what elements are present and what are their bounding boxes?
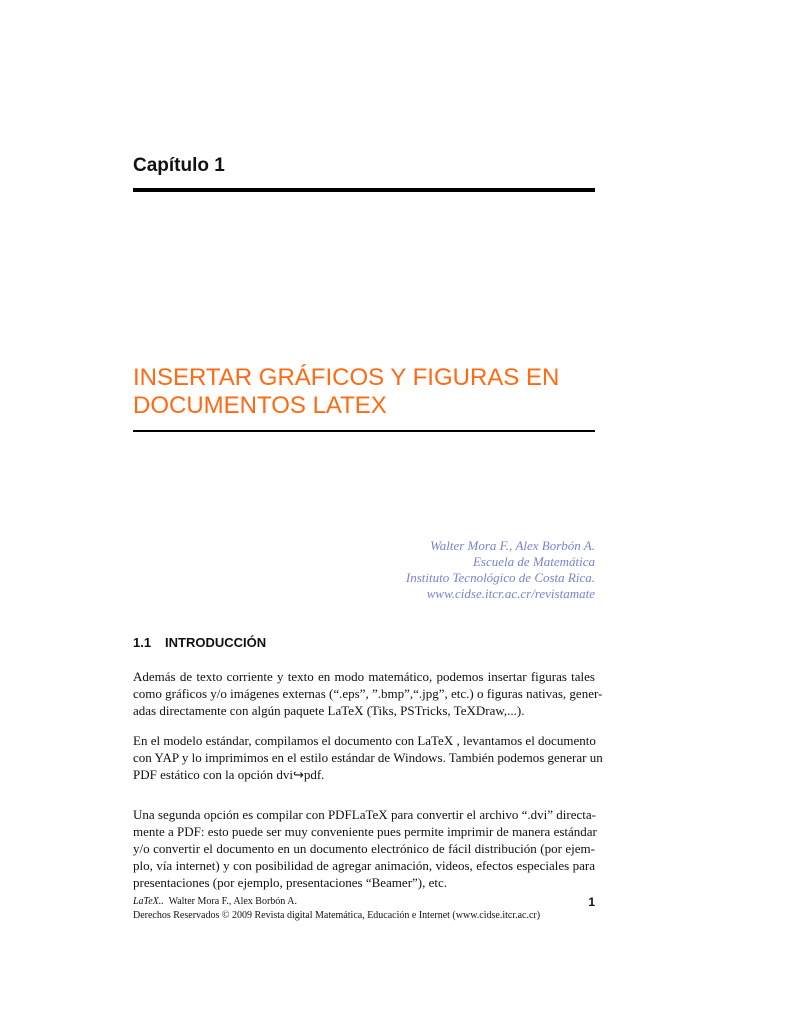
chapter-label: Capítulo 1 (133, 155, 225, 176)
text-line: y/o convertir el documento en un documento electrónico de fácil distribución (por ejem- (133, 841, 595, 856)
text-line: mente a PDF: esto puede ser muy conveniente pues permite imprimir de manera estándar (133, 824, 597, 839)
text-line: adas directamente con algún paquete LaTeX (Tiks, PSTricks, TeXDraw,...). (133, 703, 525, 718)
chapter-rule (133, 188, 595, 192)
text-line: como gráficos y/o imágenes externas (“.eps”, ”.bmp”,“.jpg”, etc.) o figuras nativas, gener- (133, 686, 603, 701)
author-institute: Instituto Tecnológico de Costa Rica. (405, 570, 595, 585)
paragraph (133, 732, 603, 783)
section-title: INTRODUCCIÓN (165, 635, 267, 650)
title-line: INSERTAR GRÁFICOS Y FIGURAS EN (133, 364, 560, 391)
text-line: PDF estático con la opción dvi↪pdf. (133, 767, 325, 782)
text-line: En el modelo estándar, compilamos el documento con LaTeX , levantamos el documento (133, 733, 596, 748)
author-school: Escuela de Matemática (472, 554, 595, 569)
text-line: con YAP y lo imprimimos en el estilo estándar de Windows. También podemos generar un (133, 750, 603, 765)
paragraph (133, 668, 603, 719)
section-number: 1.1 (133, 635, 152, 650)
author-block (406, 538, 595, 602)
footer-authors: Walter Mora F., Alex Borbón A. (168, 896, 297, 907)
footer-copyright: Derechos Reservados © 2009 Revista digital Matemática, Educación e Internet (www.cidse.itcr.ac.cr) (133, 910, 541, 921)
text-line: Una segunda opción es compilar con PDFLaTeX para convertir el archivo “.dvi” directa- (133, 807, 596, 822)
footer-doc: LaTeX.. (133, 896, 164, 907)
author-url[interactable]: www.cidse.itcr.ac.cr/revistamate (426, 586, 595, 601)
page-number: 1 (588, 895, 595, 909)
text-line: presentaciones (por ejemplo, presentaciones “Beamer”), etc. (133, 875, 448, 890)
chapter-title (133, 364, 559, 420)
title-line: DOCUMENTOS LATEX (133, 392, 387, 419)
title-rule (133, 430, 595, 432)
section-heading (133, 635, 266, 650)
author-names: Walter Mora F., Alex Borbón A. (430, 538, 595, 553)
page-footer (133, 895, 595, 923)
paragraph (133, 806, 595, 891)
text-line: Además de texto corriente y texto en modo matemático, podemos insertar figuras tales (133, 669, 595, 684)
text-line: plo, vía internet) y con posibilidad de agregar animación, videos, efectos especiales para (133, 858, 595, 873)
